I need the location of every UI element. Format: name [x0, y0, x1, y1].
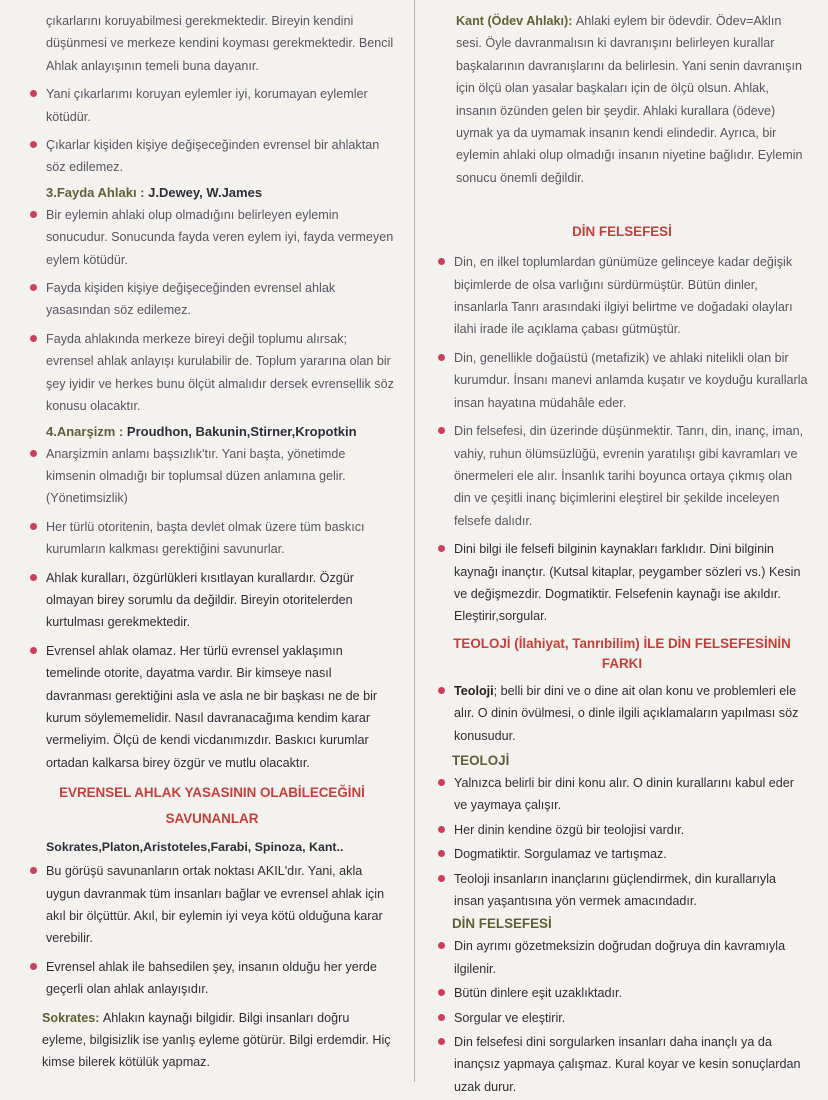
theology-subheading: TEOLOJİ: [452, 752, 510, 768]
theology-definition-text: ; belli bir dini ve o dine ait olan konu ve problemleri ele alır. O dinin övülmesi, o dinle ilgili açıklamaların yapılması söz konusudur.: [454, 683, 799, 743]
universal-ethics-names: Sokrates,Platon,Aristoteles,Farabi, Spinoza, Kant..: [46, 840, 344, 855]
utility-ethics-heading: [46, 185, 396, 200]
anarchism-heading: [46, 424, 396, 439]
socrates-text: Ahlakın kaynağı bilgidir. Bilgi insanları doğru eyleme, bilgisizlik ise yanlış eyleme götürür. Bilgi erdemdir. Hiç kimse bilerek kötülük yapmaz.: [42, 1010, 391, 1070]
heading-label: 4.Anarşizm :: [46, 423, 127, 439]
list-item: Her dinin kendine özgü bir teolojisi vardır.: [436, 819, 808, 841]
column-divider: [414, 0, 415, 1082]
list-item: Teoloji insanların inançlarını güçlendirmek, din kurallarıyla insan yaşantısına yön vermek amacındadır.: [436, 868, 808, 913]
list-item: Ahlak kuralları, özgürlükleri kısıtlayan kurallardır. Özgür olmayan birey sorumlu da değildir. Bireyin otoritelerden kurtulması gerekmektedir.: [28, 567, 396, 634]
list-item: Bir eylemin ahlaki olup olmadığını belirleyen eylemin sonucudur. Sonucunda fayda veren eylem iyi, fayda vermeyen eylem kötüdür.: [28, 204, 396, 271]
list-item: Yalnızca belirli bir dini konu alır. O dinin kurallarını kabul eder ve yaymaya çalışır.: [436, 772, 808, 817]
heading-names: Proudhon, Bakunin,Stirner,Kropotkin: [126, 423, 357, 439]
list-item: Çıkarlar kişiden kişiye değişeceğinden evrensel bir ahlaktan söz edilemez.: [28, 134, 396, 179]
heading-line: SAVUNANLAR: [165, 811, 259, 827]
heading-label: 3.Fayda Ahlakı :: [46, 184, 149, 200]
list-item: Dogmatiktir. Sorgulamaz ve tartışmaz.: [436, 843, 808, 865]
list-item: Anarşizmin anlamı başsızlık'tır. Yani başta, yönetimde kimsenin olmadığı bir toplumsal düzen anlamına gelir. (Yönetimsizlik): [28, 443, 396, 510]
list-item: Fayda ahlakında merkeze bireyi değil toplumu alırsak; evrensel ahlak anlayışı kurulabilir de. Toplum yararına olan bir şey iyidir ve herkes bunu ölçüt almalıdır dersek evrensellik söz konusu olacaktır.: [28, 328, 396, 418]
list-item: Din, en ilkel toplumlardan günümüze gelinceye kadar değişik biçimlerde de olsa varlığını sürdürmüştür. Bütün dinler, insanlarla Tanrı arasındaki ilgiyi belirtme ve doğadaki olayları ilahi irade ile açıklama çabası gütmüştür.: [436, 251, 808, 341]
universal-ethics-heading: [28, 780, 396, 832]
intro-paragraph: çıkarlarını koruyabilmesi gerekmektedir. Bireyin kendini düşünmesi ve merkeze kendini koyması gerekmektedir. Bencil Ahlak anlayışının temeli buna dayanır.: [46, 14, 394, 73]
list-item: Din felsefesi dini sorgularken insanları daha inançlı ya da inançsız yapmaya çalışmaz. Kural koyar ve kesin sonuçlardan uzak durur.: [436, 1031, 808, 1098]
heading-names: J.Dewey, W.James: [148, 184, 263, 200]
list-item: Evrensel ahlak ile bahsedilen şey, insanın olduğu her yerde geçerli olan ahlak anlayışıdır.: [28, 956, 396, 1001]
list-item: Bütün dinlere eşit uzaklıktadır.: [436, 982, 808, 1004]
socrates-label: Sokrates:: [42, 1010, 103, 1025]
list-item: Sorgular ve eleştirir.: [436, 1007, 808, 1029]
list-item: Bu görüşü savunanların ortak noktası AKIL'dır. Yani, akla uygun davranmak tüm insanları bağlar ve evrensel ahlak için akıl bir ölçüttür. Akıl, bir eylemin iyi veya kötü olduğuna karar verebilir.: [28, 860, 396, 950]
right-column: [436, 10, 808, 1100]
theology-definition: [436, 680, 808, 747]
heading-line: TEOLOJİ (İlahiyat, Tanrıbilim) İLE DİN FELSEFESİNİN: [453, 635, 791, 651]
kant-label: Kant (Ödev Ahlakı):: [456, 14, 576, 28]
socrates-paragraph: [28, 1007, 396, 1074]
philosophy-of-religion-subheading: DİN FELSEFESİ: [452, 916, 552, 932]
list-item: Her türlü otoritenin, başta devlet olmak üzere tüm baskıcı kurumların kalkması gerektiğini savunurlar.: [28, 516, 396, 561]
heading-line: FARKI: [601, 655, 643, 671]
list-item: Din felsefesi, din üzerinde düşünmektir. Tanrı, din, inanç, iman, vahiy, ruhun ölümsüzlüğü, evrenin yaratılışı gibi kavramları ve önermeleri ele alır. İnsanlık tarihi boyunca ortaya çıkmış olan din ve çeşitli inanç biçimlerini eleştirel bir şekilde inceleyen felsefe dalıdır.: [436, 420, 808, 532]
theology-difference-heading: [436, 634, 808, 674]
list-item: Evrensel ahlak olamaz. Her türlü evrensel yaklaşımın temelinde otorite, dayatma vardır. Bir kimseye nasıl davranması gerektiğini asla ve asla ne bir başkası ne de bir kurum söylememelidir. Nasıl davranacağıma kendim karar vermeliyim. Ölçü de kendi vicdanımızdır. Baskıcı kurumlar ortadan kalkarsa birey özgür ve mutlu olacaktır.: [28, 640, 396, 774]
list-item: Yani çıkarlarımı koruyan eylemler iyi, korumayan eylemler kötüdür.: [28, 83, 396, 128]
list-item: Din ayrımı gözetmeksizin doğrudan doğruya din kavramıyla ilgilenir.: [436, 935, 808, 980]
kant-text: Ahlaki eylem bir ödevdir. Ödev=Aklın sesi. Öyle davranmalısın ki davranışını belirleyen kurallar başkalarının davranışlarını da belirlesin. Yani senin davranışın için ölçü olan yasalar başkaları için de ölçü olsun. Ahlak, insanın özünden gelen bir şeydir. Ahlaki kurallara (ödeve) uymak ya da uymamak insanın kendi elindedir. Ayrıca, bir eylemin ahlaki olup olmadığı insanın niyetine bağlıdır. Eylemin sonucu önemli değildir.: [456, 14, 803, 185]
heading-line: EVRENSEL AHLAK YASASININ OLABİLECEĞİNİ: [59, 785, 365, 801]
list-item: Dini bilgi ile felsefi bilginin kaynakları farklıdır. Dini bilginin kaynağı inançtır. (Kutsal kitaplar, peygamber sözleri vs.) Kesin ve değişmezdir. Dogmatiktir. Felsefenin kaynağı ise akıldır. Eleştirir,sorgular.: [436, 538, 808, 628]
list-item: Din, genellikle doğaüstü (metafizik) ve ahlaki nitelikli olan bir kurumdur. İnsanı manevi anlamda kuşatır ve koyduğu kurallarla insan hayatına müdahâle eder.: [436, 347, 808, 414]
philosophy-of-religion-heading: DİN FELSEFESİ: [572, 224, 672, 240]
theology-term: Teoloji: [454, 683, 494, 698]
kant-paragraph: [436, 10, 808, 189]
list-item: Fayda kişiden kişiye değişeceğinden evrensel ahlak yasasından söz edilemez.: [28, 277, 396, 322]
left-column: [28, 10, 396, 1080]
